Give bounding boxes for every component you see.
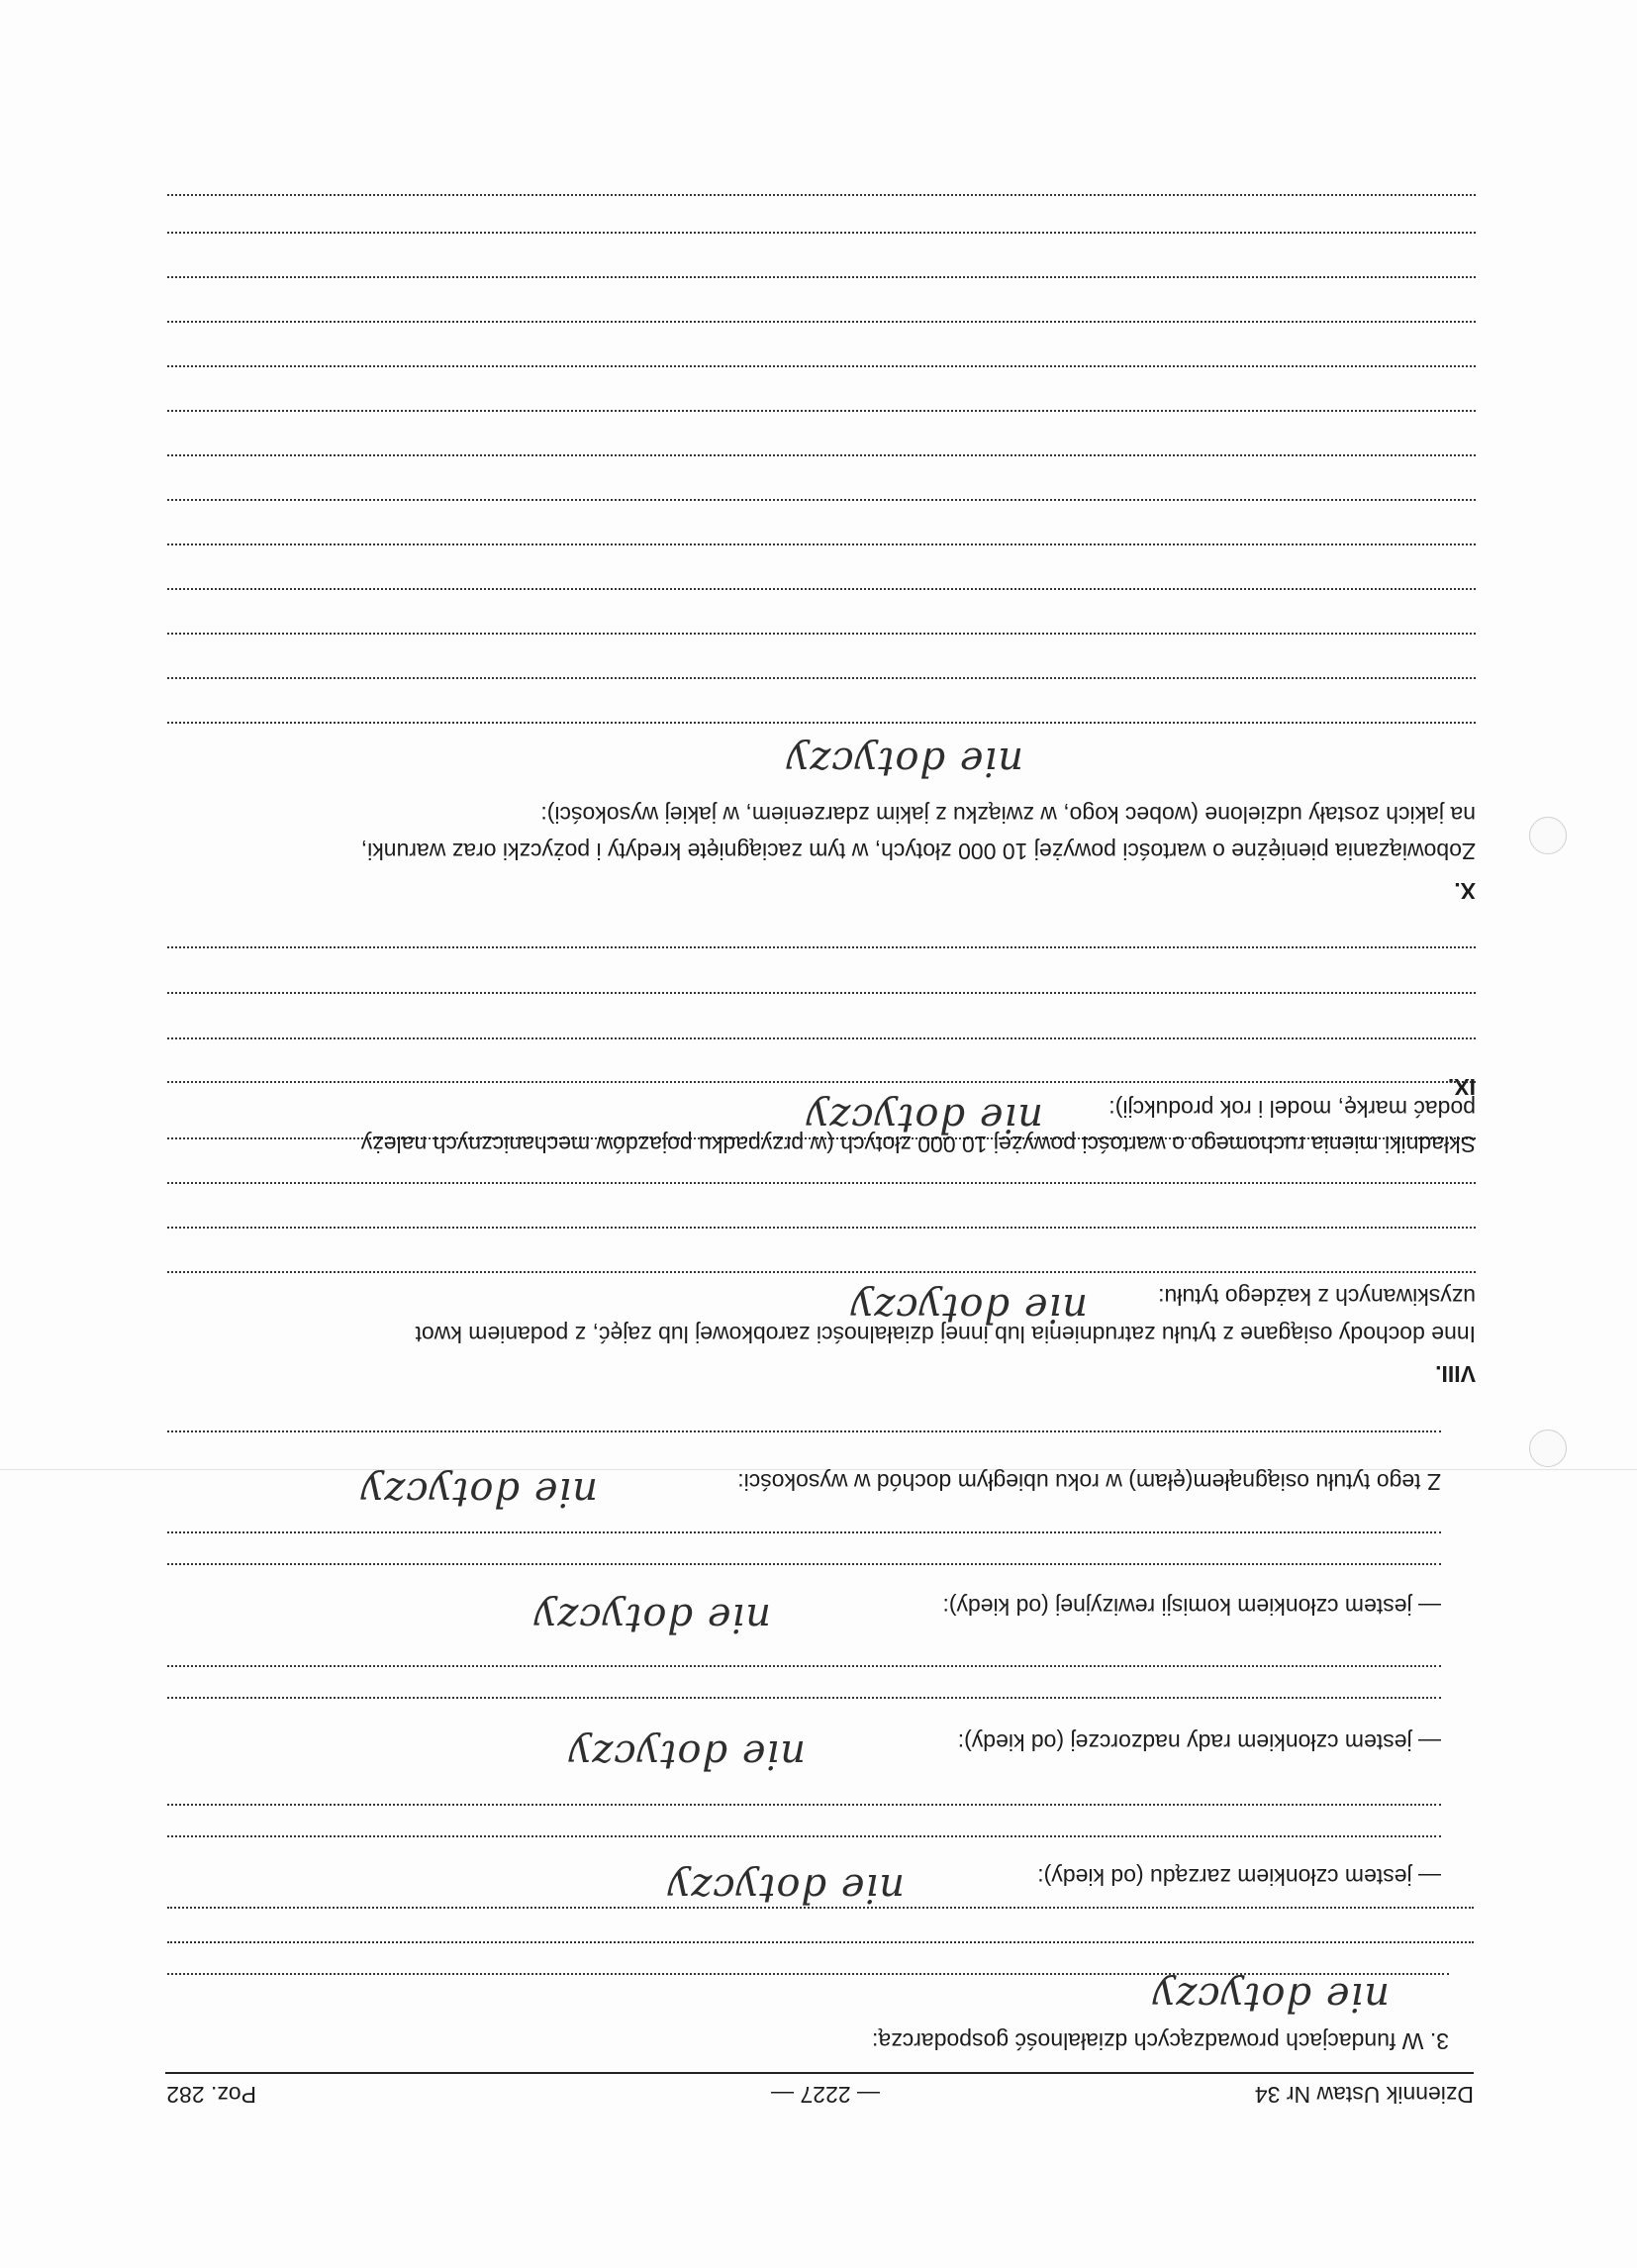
- header-rule: [165, 2072, 1474, 2074]
- section8-number: VIII.: [1435, 1361, 1476, 1387]
- section10-text: na jakich zostały udzielone (wobec kogo, w związku z jakim zdarzeniem, w jakiej wysokości):: [540, 802, 1476, 828]
- handwritten-answer: nie dotyczy: [785, 739, 1023, 784]
- fill-line: [167, 1531, 1441, 1533]
- fill-line: [167, 946, 1476, 948]
- handwritten-answer: nie dotyczy: [666, 1865, 905, 1911]
- fill-line: [167, 1430, 1441, 1432]
- handwritten-answer: nie dotyczy: [1151, 1974, 1390, 2020]
- fill-line: [167, 1941, 1474, 1943]
- handwritten-answer: nie dotyczy: [805, 1095, 1043, 1140]
- board-member-label: — jestem członkiem zarządu (od kiedy):: [1037, 1864, 1441, 1890]
- fill-line: [167, 499, 1476, 501]
- fill-line: [167, 543, 1476, 545]
- handwritten-answer: nie dotyczy: [849, 1285, 1088, 1331]
- fill-line: [167, 633, 1476, 635]
- fill-line: [167, 1037, 1476, 1039]
- fill-line: [167, 194, 1476, 196]
- section8-text: uzyskiwanych z każdego tytułu:: [1158, 1284, 1476, 1310]
- section9-number: IX.: [1447, 1074, 1476, 1100]
- section10-number: X.: [1454, 878, 1476, 904]
- fill-line: [167, 722, 1476, 724]
- fill-line: [167, 1081, 1476, 1083]
- supervisory-member-label: — jestem członkiem rady nadzorczej (od kiedy):: [957, 1729, 1441, 1755]
- fill-line: [167, 1804, 1441, 1806]
- publication-title: Dziennik Ustaw Nr 34: [1254, 2082, 1474, 2108]
- section8-text: Inne dochody osiągane z tytułu zatrudnienia lub innej działalności zarobkowej lub zajęć, z podaniem kwot: [415, 1322, 1476, 1347]
- income-label: Z tego tytułu osiągnąłem(ęłam) w roku ubiegłym dochód w wysokości:: [737, 1469, 1441, 1495]
- fill-line: [167, 410, 1476, 412]
- fill-line: [167, 365, 1476, 367]
- fill-line: [167, 1182, 1476, 1184]
- section10-text: Zobowiązania pieniężne o wartości powyżej 10 000 złotych, w tym zaciągnięte kredyty i pożyczki oraz warunki,: [360, 838, 1476, 864]
- handwritten-answer: nie dotyczy: [532, 1595, 771, 1640]
- audit-member-label: — jestem członkiem komisji rewizyjnej (od kiedy):: [942, 1594, 1441, 1620]
- position-number: Poz. 282: [166, 2082, 256, 2108]
- fill-line: [167, 1271, 1476, 1273]
- handwritten-answer: nie dotyczy: [359, 1469, 598, 1515]
- fill-line: [167, 1563, 1441, 1565]
- fill-line: [167, 1665, 1441, 1667]
- fill-line: [167, 321, 1476, 323]
- fill-line: [167, 276, 1476, 278]
- fill-line: [167, 1697, 1441, 1699]
- page-number: — 2227 —: [771, 2082, 880, 2108]
- fill-line: [167, 1227, 1476, 1229]
- section3-intro: 3. W fundacjach prowadzących działalność gospodarczą:: [872, 2028, 1449, 2054]
- handwritten-answer: nie dotyczy: [567, 1731, 806, 1777]
- fill-line: [167, 588, 1476, 590]
- fill-line: [167, 1835, 1441, 1837]
- section9-text: Składniki mienia ruchomego o wartości powyżej 10 000 złotych (w przypadku pojazdów mechanicznych należy: [360, 1132, 1476, 1157]
- fill-line: [167, 454, 1476, 456]
- fill-line: [167, 232, 1476, 234]
- section9-text: podać markę, model i rok produkcji):: [1108, 1096, 1476, 1122]
- fill-line: [167, 677, 1476, 679]
- fill-line: [167, 992, 1476, 994]
